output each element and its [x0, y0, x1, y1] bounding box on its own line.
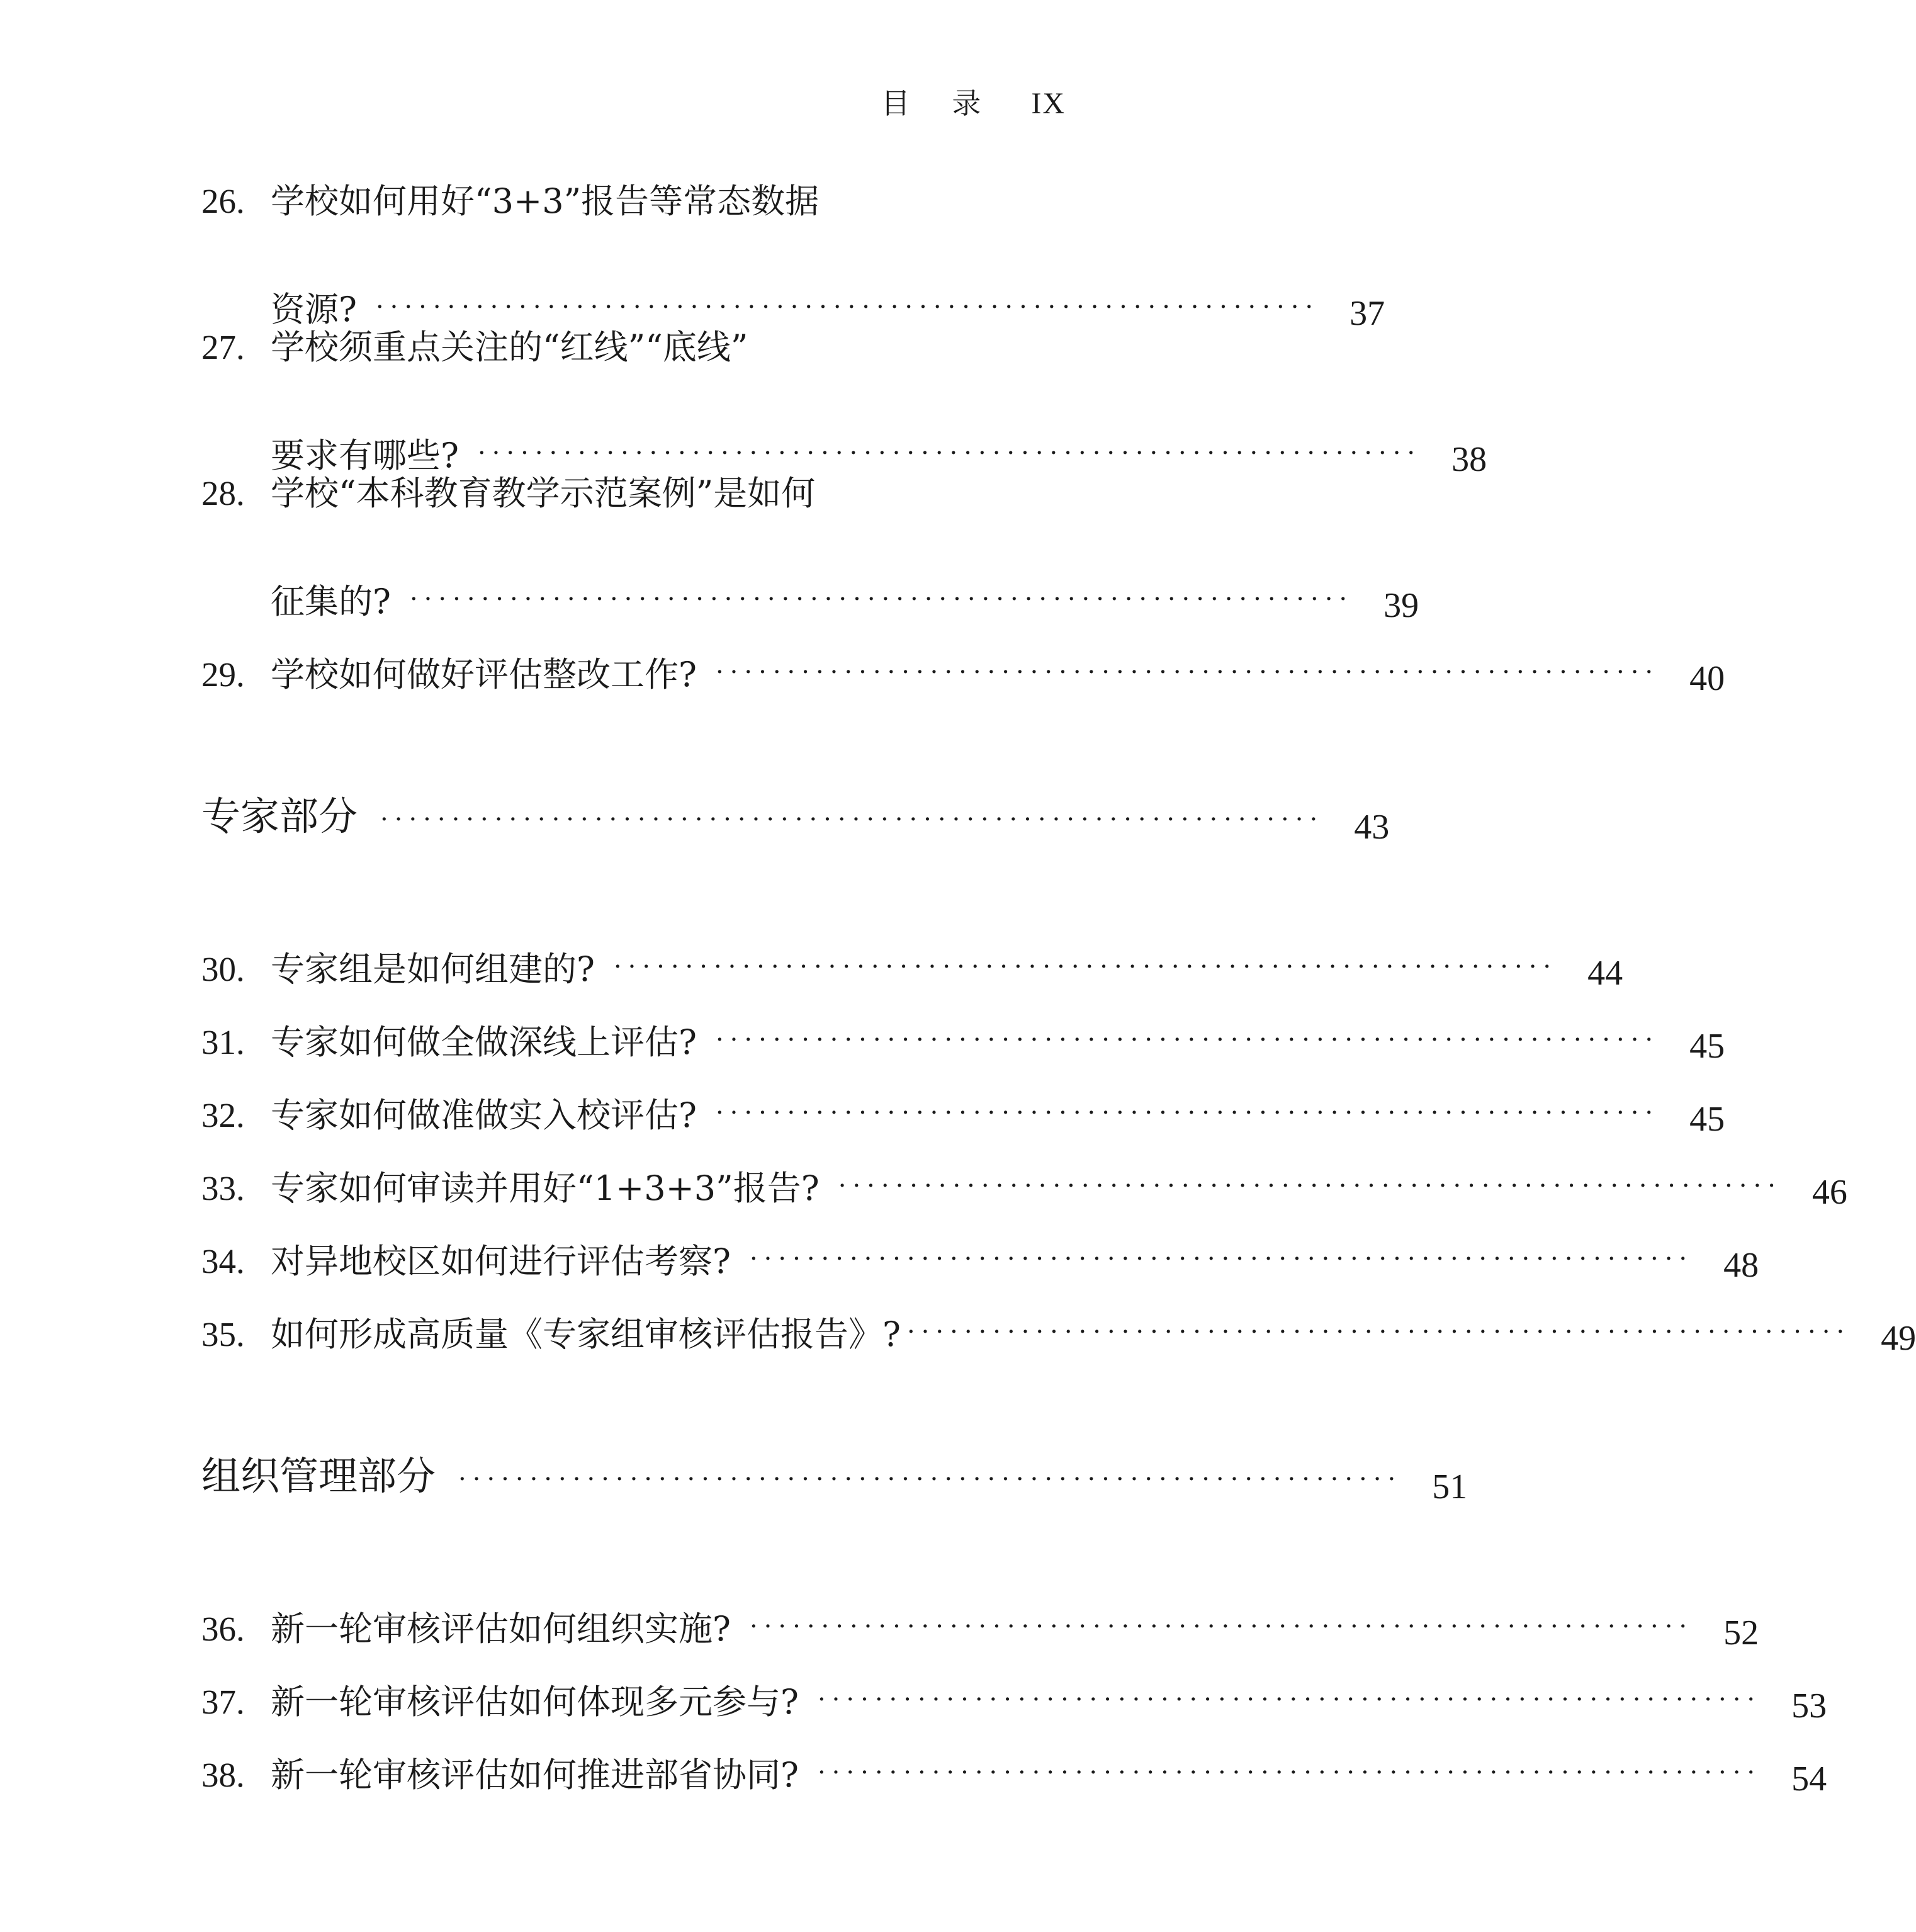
toc-entry-number: 26. — [201, 182, 245, 220]
leader-dots: ·································································· — [817, 1758, 1762, 1787]
section-page: 51 — [1432, 1467, 1468, 1506]
toc-entry[interactable] — [201, 1134, 1847, 1212]
toc-entry-page: 52 — [1723, 1613, 1759, 1652]
toc-entry-number: 38. — [201, 1756, 245, 1794]
section-title: 组织管理部分 — [201, 1453, 436, 1499]
toc-entry[interactable] — [201, 327, 1487, 479]
toc-entry-number: 36. — [201, 1610, 245, 1648]
toc-entry[interactable] — [201, 1207, 1759, 1285]
toc-entry-page: 45 — [1689, 1027, 1725, 1066]
leader-dots: ·································································· — [458, 1465, 1402, 1494]
leader-dots: ·································································· — [817, 1685, 1762, 1714]
toc-entry-title-cont: 要求有哪些? — [271, 436, 459, 475]
toc-entry-page: 45 — [1689, 1100, 1725, 1139]
toc-entry-page: 39 — [1383, 586, 1419, 625]
toc-entry[interactable] — [201, 473, 1419, 625]
toc-entry-number: 28. — [201, 474, 245, 512]
toc-entry-title: 学校如何用好“3+3”报告等常态数据 — [271, 181, 820, 221]
leader-dots: ·································································· — [613, 952, 1558, 981]
toc-entry-title: 专家如何做全做深线上评估? — [271, 1022, 697, 1062]
toc-entry-number: 33. — [201, 1169, 245, 1207]
toc-section-management[interactable] — [201, 1428, 1468, 1506]
toc-entry-title: 学校如何做好评估整改工作? — [271, 655, 697, 694]
toc-entry-number: 35. — [201, 1315, 245, 1353]
toc-entry-title: 对异地校区如何进行评估考察? — [271, 1241, 731, 1281]
leader-dots: ·································································· — [838, 1172, 1782, 1200]
toc-entry-number: 32. — [201, 1096, 245, 1134]
toc-section-experts[interactable] — [201, 768, 1390, 847]
running-head-label: 目 录 — [881, 86, 998, 120]
toc-entry-title: 如何形成高质量《专家组审核评估报告》? — [271, 1314, 901, 1354]
toc-entry-page: 44 — [1587, 954, 1623, 993]
toc-entry[interactable] — [201, 1575, 1759, 1652]
table-of-contents — [201, 181, 1916, 1799]
toc-entry-page: 49 — [1881, 1319, 1916, 1358]
toc-entry[interactable] — [201, 1721, 1827, 1799]
toc-entry-title: 专家如何审读并用好“1+3+3”报告? — [271, 1168, 820, 1208]
running-head — [881, 81, 1066, 122]
section-page: 43 — [1354, 808, 1390, 847]
toc-entry-title: 专家如何做准做实入校评估? — [271, 1095, 697, 1135]
leader-dots: ·································································· — [749, 1612, 1694, 1641]
toc-entry[interactable] — [201, 1648, 1827, 1726]
leader-dots: ·································································· — [375, 293, 1320, 322]
toc-entry-page: 40 — [1689, 659, 1725, 698]
toc-entry-page: 37 — [1350, 294, 1385, 333]
toc-entry-title: 学校须重点关注的“红线”“底线” — [271, 327, 748, 367]
leader-dots: ·································································· — [906, 1318, 1851, 1347]
toc-entry-number: 31. — [201, 1023, 245, 1061]
leader-dots: ·································································· — [715, 1099, 1660, 1127]
toc-entry-title: 新一轮审核评估如何体现多元参与? — [271, 1682, 799, 1722]
leader-dots: ·································································· — [749, 1245, 1694, 1274]
toc-entry[interactable] — [201, 1280, 1916, 1358]
toc-entry-number: 27. — [201, 328, 245, 366]
toc-entry-title: 学校“本科教育教学示范案例”是如何 — [271, 473, 816, 513]
leader-dots: ·································································· — [715, 1025, 1660, 1054]
toc-entry[interactable] — [201, 181, 1385, 333]
leader-dots: ·································································· — [477, 439, 1422, 468]
toc-entry-number: 30. — [201, 950, 245, 988]
toc-entry-number: 37. — [201, 1683, 245, 1721]
toc-entry-number: 29. — [201, 655, 245, 694]
toc-entry-page: 38 — [1451, 440, 1487, 479]
toc-entry-page: 53 — [1791, 1686, 1827, 1726]
toc-entry-title: 专家组是如何组建的? — [271, 949, 595, 989]
toc-entry-page: 48 — [1723, 1246, 1759, 1285]
toc-entry-title: 新一轮审核评估如何推进部省协同? — [271, 1755, 799, 1795]
leader-dots: ·································································· — [715, 658, 1660, 687]
toc-entry-page: 54 — [1791, 1760, 1827, 1799]
toc-entry[interactable] — [201, 1061, 1725, 1139]
leader-dots: ·································································· — [380, 805, 1324, 834]
toc-entry-title-cont: 资源? — [271, 290, 357, 329]
running-head-page-number: IX — [1031, 87, 1066, 120]
toc-entry-number: 34. — [201, 1242, 245, 1280]
toc-entry[interactable] — [201, 915, 1623, 993]
toc-entry[interactable] — [201, 988, 1725, 1066]
leader-dots: ·································································· — [409, 585, 1354, 614]
toc-entry-page: 46 — [1812, 1173, 1847, 1212]
toc-entry[interactable] — [201, 621, 1725, 698]
section-title: 专家部分 — [201, 793, 358, 839]
toc-entry-title-cont: 征集的? — [271, 582, 391, 621]
toc-entry-title: 新一轮审核评估如何组织实施? — [271, 1609, 731, 1649]
